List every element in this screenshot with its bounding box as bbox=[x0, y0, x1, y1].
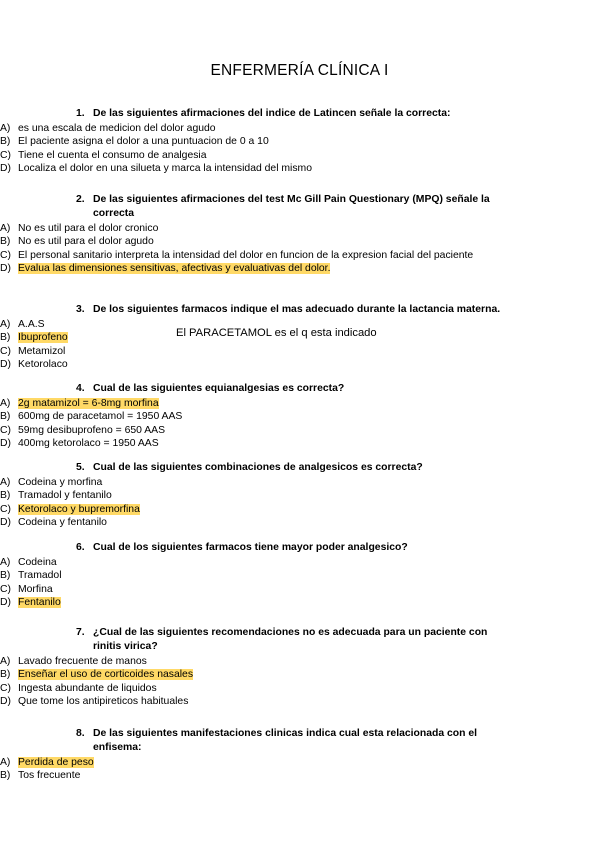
option-list bbox=[0, 122, 556, 176]
option-b bbox=[0, 668, 492, 681]
option-text bbox=[18, 345, 492, 358]
option-c bbox=[0, 149, 492, 162]
option-text bbox=[18, 556, 492, 569]
option-label: Tiene el cuenta el consumo de analgesia bbox=[18, 149, 207, 161]
option-label: Ibuprofeno bbox=[18, 332, 68, 344]
option-text bbox=[18, 424, 492, 437]
question-text bbox=[56, 382, 516, 396]
option-letter: B) bbox=[0, 570, 11, 582]
option-a bbox=[0, 397, 492, 410]
option-letter: B) bbox=[0, 332, 11, 344]
option-label: 600mg de paracetamol = 1950 AAS bbox=[18, 411, 183, 423]
question-5 bbox=[0, 461, 556, 530]
option-letter: D) bbox=[0, 359, 11, 371]
option-letter: A) bbox=[0, 477, 11, 488]
option-b bbox=[0, 235, 492, 248]
option-letter: B) bbox=[0, 236, 11, 248]
option-list bbox=[0, 655, 556, 709]
option-letter: D) bbox=[0, 597, 11, 609]
question-4 bbox=[0, 382, 556, 451]
option-d bbox=[0, 437, 492, 450]
option-label: 59mg desibuprofeno = 650 AAS bbox=[18, 424, 166, 436]
option-list bbox=[0, 222, 556, 276]
option-letter: A) bbox=[0, 398, 11, 409]
option-letter: A) bbox=[0, 757, 11, 768]
option-text bbox=[18, 516, 492, 529]
option-letter: C) bbox=[0, 583, 11, 595]
option-a bbox=[0, 318, 492, 331]
option-label: Ingesta abundante de liquidos bbox=[18, 682, 157, 694]
option-a bbox=[0, 756, 492, 769]
option-letter: A) bbox=[0, 656, 11, 667]
option-label: Morfina bbox=[18, 583, 53, 595]
option-letter: D) bbox=[0, 163, 11, 175]
question-number: 7. bbox=[76, 627, 85, 638]
option-label: es una escala de medicion del dolor agudo bbox=[18, 123, 216, 134]
option-text bbox=[18, 695, 492, 708]
option-label: 400mg ketorolaco = 1950 AAS bbox=[18, 438, 159, 450]
option-b bbox=[0, 569, 492, 582]
question-7 bbox=[0, 626, 556, 709]
option-letter: D) bbox=[0, 517, 11, 529]
option-text-highlighted bbox=[18, 668, 492, 681]
option-text-highlighted bbox=[18, 756, 492, 769]
option-c bbox=[0, 424, 492, 437]
option-letter: B) bbox=[0, 490, 11, 502]
question-1 bbox=[0, 107, 556, 176]
option-label: Perdida de peso bbox=[18, 757, 94, 768]
option-letter: A) bbox=[0, 319, 11, 330]
option-label: Que tome los antipireticos habituales bbox=[18, 696, 189, 708]
question-text bbox=[56, 107, 516, 121]
option-text bbox=[18, 135, 492, 148]
option-b bbox=[0, 769, 492, 782]
question-body: De las siguientes manifestaciones clinicas indica cual esta relacionada con el enfisema: bbox=[93, 728, 478, 753]
option-letter: C) bbox=[0, 503, 11, 515]
option-letter: B) bbox=[0, 136, 11, 148]
question-number: 1. bbox=[76, 108, 85, 119]
option-d bbox=[0, 262, 492, 275]
option-label: El personal sanitario interpreta la intensidad del dolor en funcion de la expresion facial del paciente bbox=[18, 249, 474, 261]
option-letter: D) bbox=[0, 696, 11, 708]
option-list bbox=[0, 318, 556, 372]
option-a bbox=[0, 222, 492, 235]
option-text-highlighted bbox=[18, 503, 492, 516]
question-body: De los siguientes farmacos indique el mas adecuado durante la lactancia materna. bbox=[93, 304, 501, 315]
option-c bbox=[0, 345, 492, 358]
question-text bbox=[56, 541, 516, 555]
option-text bbox=[18, 682, 492, 695]
option-b bbox=[0, 135, 492, 148]
option-letter: C) bbox=[0, 682, 11, 694]
question-number: 5. bbox=[76, 462, 85, 473]
option-label: Tramadol bbox=[18, 570, 62, 582]
option-text bbox=[18, 489, 492, 502]
option-a bbox=[0, 476, 492, 489]
question-6 bbox=[0, 541, 556, 610]
option-b bbox=[0, 410, 492, 423]
option-d bbox=[0, 358, 492, 371]
question-3 bbox=[0, 303, 556, 372]
option-d bbox=[0, 596, 492, 609]
option-label: Fentanilo bbox=[18, 597, 61, 609]
option-letter: B) bbox=[0, 669, 11, 681]
page-title: ENFERMERÍA CLÍNICA I bbox=[210, 62, 389, 79]
option-text bbox=[18, 235, 492, 248]
question-text bbox=[56, 626, 516, 654]
option-letter: C) bbox=[0, 345, 11, 357]
question-2 bbox=[0, 193, 556, 276]
question-text bbox=[56, 303, 546, 317]
question-body: Cual de los siguientes farmacos tiene mayor poder analgesico? bbox=[93, 542, 408, 553]
option-d bbox=[0, 162, 492, 175]
question-number: 2. bbox=[76, 194, 85, 205]
option-letter: D) bbox=[0, 263, 11, 275]
option-letter: C) bbox=[0, 149, 11, 161]
question-body: De las siguientes afirmaciones del test Mc Gill Pain Questionary (MPQ) señale la correcta bbox=[93, 194, 490, 219]
handwritten-note: El PARACETAMOL es el q esta indicado bbox=[176, 327, 377, 339]
option-letter: A) bbox=[0, 123, 11, 134]
question-text bbox=[56, 193, 516, 221]
option-label: Codeina y morfina bbox=[18, 477, 103, 488]
option-label: Enseñar el uso de corticoides nasales bbox=[18, 669, 194, 681]
option-label: Localiza el dolor en una silueta y marca la intensidad del mismo bbox=[18, 163, 312, 175]
option-list bbox=[0, 556, 556, 610]
option-text bbox=[18, 569, 492, 582]
option-text-highlighted bbox=[18, 262, 492, 275]
option-label: No es util para el dolor agudo bbox=[18, 236, 154, 248]
question-body: ¿Cual de las siguientes recomendaciones no es adecuada para un paciente con rinitis virica? bbox=[93, 627, 488, 652]
option-text bbox=[18, 410, 492, 423]
option-label: Ketorolaco bbox=[18, 359, 68, 371]
option-d bbox=[0, 695, 492, 708]
question-number: 3. bbox=[76, 304, 85, 315]
question-body: De las siguientes afirmaciones del indice de Latincen señale la correcta: bbox=[93, 108, 451, 119]
option-c bbox=[0, 503, 492, 516]
option-label: No es util para el dolor cronico bbox=[18, 223, 159, 234]
option-list bbox=[0, 476, 556, 530]
option-text bbox=[18, 358, 492, 371]
option-text bbox=[18, 437, 492, 450]
option-a bbox=[0, 556, 492, 569]
option-text-highlighted bbox=[18, 596, 492, 609]
option-text bbox=[18, 162, 492, 175]
option-text bbox=[18, 318, 492, 331]
option-label: Tramadol y fentanilo bbox=[18, 490, 112, 502]
option-list bbox=[0, 397, 556, 451]
option-label: 2g matamizol = 6-8mg morfina bbox=[18, 398, 159, 409]
option-letter: B) bbox=[0, 770, 11, 782]
option-a bbox=[0, 655, 492, 668]
option-b bbox=[0, 489, 492, 502]
option-label: El paciente asigna el dolor a una puntuacion de 0 a 10 bbox=[18, 136, 269, 148]
question-8 bbox=[0, 727, 556, 783]
option-list bbox=[0, 756, 556, 783]
option-c bbox=[0, 249, 492, 262]
option-text bbox=[18, 149, 492, 162]
option-letter: D) bbox=[0, 438, 11, 450]
question-text bbox=[56, 461, 516, 475]
option-label: Ketorolaco y bupremorfina bbox=[18, 503, 140, 515]
option-b bbox=[0, 331, 492, 344]
option-letter: B) bbox=[0, 411, 11, 423]
option-a bbox=[0, 122, 492, 135]
option-text bbox=[18, 476, 492, 489]
option-letter: A) bbox=[0, 557, 11, 568]
option-label: Codeina y fentanilo bbox=[18, 517, 107, 529]
option-text bbox=[18, 583, 492, 596]
question-text bbox=[56, 727, 516, 755]
question-body: Cual de las siguientes combinaciones de analgesicos es correcta? bbox=[93, 462, 423, 473]
option-text bbox=[18, 249, 492, 262]
option-d bbox=[0, 516, 492, 529]
option-c bbox=[0, 682, 492, 695]
option-text bbox=[18, 655, 492, 668]
question-number: 4. bbox=[76, 383, 85, 394]
question-body: Cual de las siguientes equianalgesias es correcta? bbox=[93, 383, 345, 394]
option-letter: A) bbox=[0, 223, 11, 234]
question-number: 8. bbox=[76, 728, 85, 739]
option-label: Evalua las dimensiones sensitivas, afectivas y evaluativas del dolor. bbox=[18, 263, 331, 275]
option-text bbox=[18, 769, 492, 782]
option-label: A.A.S bbox=[18, 319, 45, 330]
option-text-highlighted bbox=[18, 397, 492, 410]
option-text bbox=[18, 122, 492, 135]
question-number: 6. bbox=[76, 542, 85, 553]
option-label: Codeina bbox=[18, 557, 57, 568]
option-letter: C) bbox=[0, 424, 11, 436]
option-label: Metamizol bbox=[18, 345, 66, 357]
option-label: Tos frecuente bbox=[18, 770, 81, 782]
option-text-highlighted bbox=[18, 331, 492, 344]
option-c bbox=[0, 583, 492, 596]
option-text bbox=[18, 222, 492, 235]
option-label: Lavado frecuente de manos bbox=[18, 656, 147, 667]
option-letter: C) bbox=[0, 249, 11, 261]
